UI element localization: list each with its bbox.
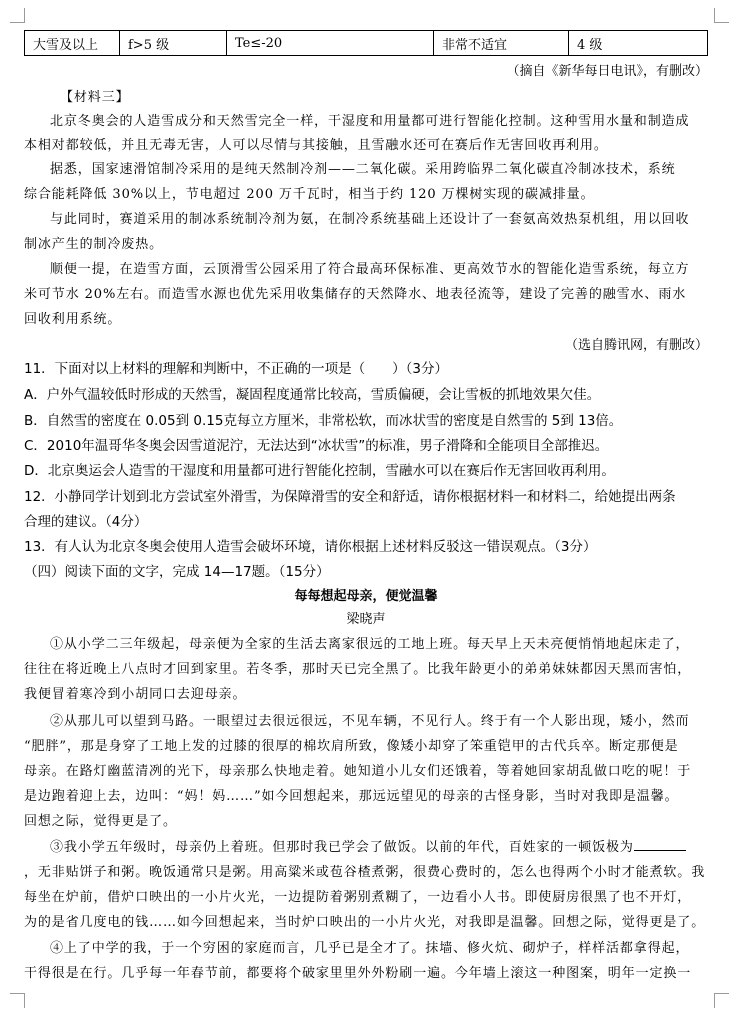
question-13: 13．有人认为北京冬奥会使用人造雪会破坏环境，请你根据上述材料反驳这一错误观点。（3分）: [24, 539, 597, 555]
option-c: C．2010年温哥华冬奥会因雪道泥泞，无法达到“冰状雪”的标准，男子滑降和全能项目全部推迟。: [24, 438, 609, 454]
text-line: 回想之际，觉得更是了。: [24, 814, 177, 829]
table-cell: Te≤-20: [227, 31, 434, 56]
text-line: 据悉，国家速滑馆制冷采用的是纯天然制冷剂——二氧化碳。采用跨临界二氧化碳直冷制冰技术，系统: [50, 162, 676, 177]
crop-mark-bottom-left: [10, 993, 25, 1008]
text-line: 综合能耗降低 30%以上，节电超过 200 万千瓦时，相当于约 120 万棵树实现的碳减排量。: [24, 187, 595, 202]
crop-mark-top-left: [10, 8, 25, 23]
text-line: 制冰产生的制冷废热。: [24, 237, 164, 252]
text-segment: ③我小学五年级时，母亲仍上着班。但那时我已学会了做饭。以前的年代，百姓家的一顿饭极为: [50, 840, 634, 855]
section-4-heading: （四）阅读下面的文字，完成 14—17题。（15分）: [24, 564, 330, 580]
text-line: ④上了中学的我，于一个穷困的家庭而言，几乎已是全才了。抹墙、修火炕、砌炉子，样样活都拿得起，: [50, 941, 690, 956]
text-line: ①从小学二三年级起，母亲便为全家的生活去离家很远的工地上班。每天早上天未亮便悄悄地起床走了，: [50, 637, 690, 652]
source-note-1: （摘自《新华每日电讯》，有删改）: [506, 64, 708, 79]
essay-author: 梁晓声: [346, 612, 386, 627]
text-line: 本相对都较低，并且无毒无害，人可以尽情与其接触，且雪融水还可在赛后作无害回收再利用。: [24, 138, 608, 153]
text-line: [24, 836, 734, 855]
question-12: 12．小静同学计划到北方尝试室外滑雪，为保障滑雪的安全和舒适，请你根据材料一和材料二，给她提出两条: [24, 489, 676, 505]
text-line: 是边跑着迎上去，边叫：“妈！妈……”如今回想起来，那远远望见的母亲的古怪身影，当时对我即是温馨。: [24, 789, 679, 804]
weather-table: [24, 30, 708, 56]
text-line: 我便冒着寒冷到小胡同口去迎母亲。: [24, 687, 247, 702]
essay-title: 每每想起母亲，便觉温馨: [294, 589, 438, 604]
table-row: [25, 31, 708, 56]
text-line: 与此同时，赛道采用的制冰系统制冷剂为氨，在制冷系统基础上还设计了一套氨高效热泵机组，用以回收: [50, 212, 690, 227]
option-b: B．自然雪的密度在 0.05到 0.15克每立方厘米，非常松软，而冰状雪的密度是自然雪的 5到 13倍。: [24, 413, 623, 429]
option-d: D．北京奥运会人造雪的干湿度和用量都可进行智能化控制，雪融水可以在赛后作无害回收再利用。: [24, 463, 615, 479]
table-cell: 非常不适宜: [434, 31, 569, 56]
table-cell: 大雪及以上: [25, 31, 120, 56]
text-line: 母亲。在路灯幽蓝清冽的光下，母亲那么快地走着。她知道小儿女们还饿着，等着她回家胡乱做口吃的呢！于: [24, 764, 692, 779]
text-line: 每坐在炉前，借炉口映出的一小片火光，一边提防着粥别煮糊了，一边看小人书。即使厨房很黑了也不开灯，: [24, 890, 692, 905]
text-line: 为的是省几度电的钱……如今回想起来，当时炉口映出的一小片火光，对我即是温馨。回想之际，觉得更是了。: [24, 915, 706, 930]
source-note-2: （选自腾讯网，有删改）: [564, 338, 708, 353]
option-a: A．户外气温较低时形成的天然雪，凝固程度通常比较高，雪质偏硬，会让雪板的抓地效果欠佳。: [24, 387, 601, 403]
text-line: ，无非贴饼子和粥。晚饭通常只是粥。用高粱米或苞谷楂煮粥，很费心费时的，怎么也得两个小时才能煮软。我: [24, 865, 706, 880]
question-11: 11．下面对以上材料的理解和判断中，不正确的一项是（ ）（3分）: [24, 361, 449, 377]
material-3-heading: 【材料三】: [60, 90, 130, 105]
crop-mark-top-right: [714, 8, 729, 23]
text-line: 往往在将近晚上八点时才回到家里。若冬季，那时天已完全黑了。比我年龄更小的弟弟妹妹都因天黑而害怕，: [24, 662, 692, 677]
text-line: 顺便一提，在造雪方面，云顶滑雪公园采用了符合最高环保标准、更高效节水的智能化造雪系统，每立方: [50, 262, 690, 277]
text-line: 干得很是在行。几乎每一年春节前，都要将个破家里里外外粉刷一遍。今年墙上滚这一种图案，明年一定换一: [24, 966, 692, 981]
fill-blank: [634, 838, 686, 851]
text-line: 米可节水 20%左右。而造雪水源也优先采用收集储存的天然降水、地表径流等，建设了完善的融雪水、雨水: [24, 287, 687, 302]
crop-mark-bottom-right: [714, 993, 729, 1008]
text-line: 回收利用系统。: [24, 312, 122, 327]
question-12-cont: 合理的建议。（4分）: [24, 514, 148, 530]
table-cell: f>5 级: [120, 31, 227, 56]
text-line: ②从那儿可以望到马路。一眼望过去很远很远，不见车辆，不见行人。终于有一个人影出现，矮小，然而: [50, 714, 690, 729]
text-line: 北京冬奥会的人造雪成分和天然雪完全一样，干湿度和用量都可进行智能化控制。这种雪用水量和制造成: [50, 114, 690, 129]
table-cell: 4 级: [569, 31, 708, 56]
text-line: “肥胖”，那是身穿了工地上发的过膝的很厚的棉坎肩所致，像矮小却穿了笨重铠甲的古代兵卒。断定那便是: [24, 739, 679, 754]
